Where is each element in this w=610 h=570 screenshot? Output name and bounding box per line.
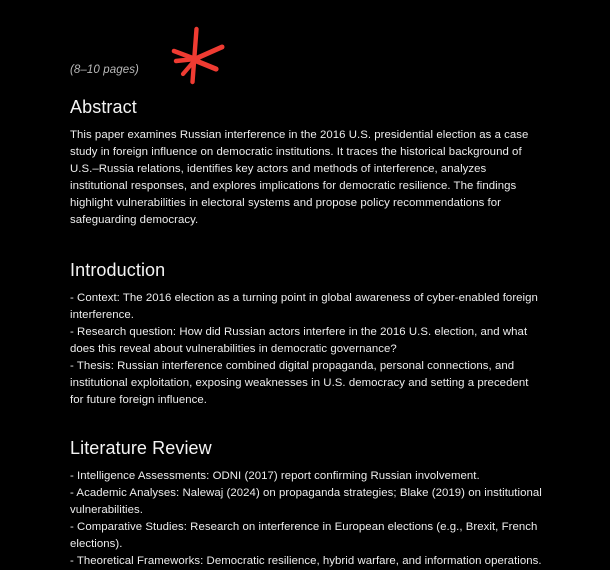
list-item: - Research question: How did Russian actors interfere in the 2016 U.S. election, and what does this reveal about vulnerabilities in democratic governance? (70, 326, 528, 355)
section-literature-review (70, 437, 544, 570)
red-asterisk-doodle-icon (163, 24, 229, 90)
section-heading-introduction: Introduction (70, 260, 166, 280)
list-item: - Thesis: Russian interference combined digital propaganda, personal connections, and institutional exploitation, exposing weaknesses in U.S. democracy and setting a precedent for future foreign influence. (70, 360, 529, 406)
literature-review-bullet-list (70, 468, 544, 570)
list-item: - Context: The 2016 election as a turning point in global awareness of cyber-enabled foreign interference. (70, 292, 538, 321)
section-abstract (70, 96, 544, 229)
list-item: - Academic Analyses: Nalewaj (2024) on propaganda strategies; Blake (2019) on institutional vulnerabilities. (70, 487, 542, 516)
section-heading-literature-review: Literature Review (70, 438, 212, 458)
list-item: - Theoretical Frameworks: Democratic resilience, hybrid warfare, and information operations. (70, 555, 542, 567)
document-body (70, 96, 544, 570)
list-item: - Comparative Studies: Research on interference in European elections (e.g., Brexit, French elections). (70, 521, 538, 550)
section-heading-abstract: Abstract (70, 97, 137, 117)
abstract-paragraph: This paper examines Russian interference in the 2016 U.S. presidential election as a case study in foreign influence on democratic institutions. It traces the historical background of U.S.–Russia relations, identifies key actors and methods of interference, analyzes institutional responses, and explores implications for democratic resilience. The findings highlight vulnerabilities in electoral systems and propose policy recommendations for safeguarding democracy. (70, 129, 529, 226)
introduction-bullet-list (70, 290, 544, 409)
section-introduction (70, 259, 544, 409)
list-item: - Intelligence Assessments: ODNI (2017) report confirming Russian involvement. (70, 470, 480, 482)
page-length-note: (8–10 pages) (70, 64, 139, 76)
